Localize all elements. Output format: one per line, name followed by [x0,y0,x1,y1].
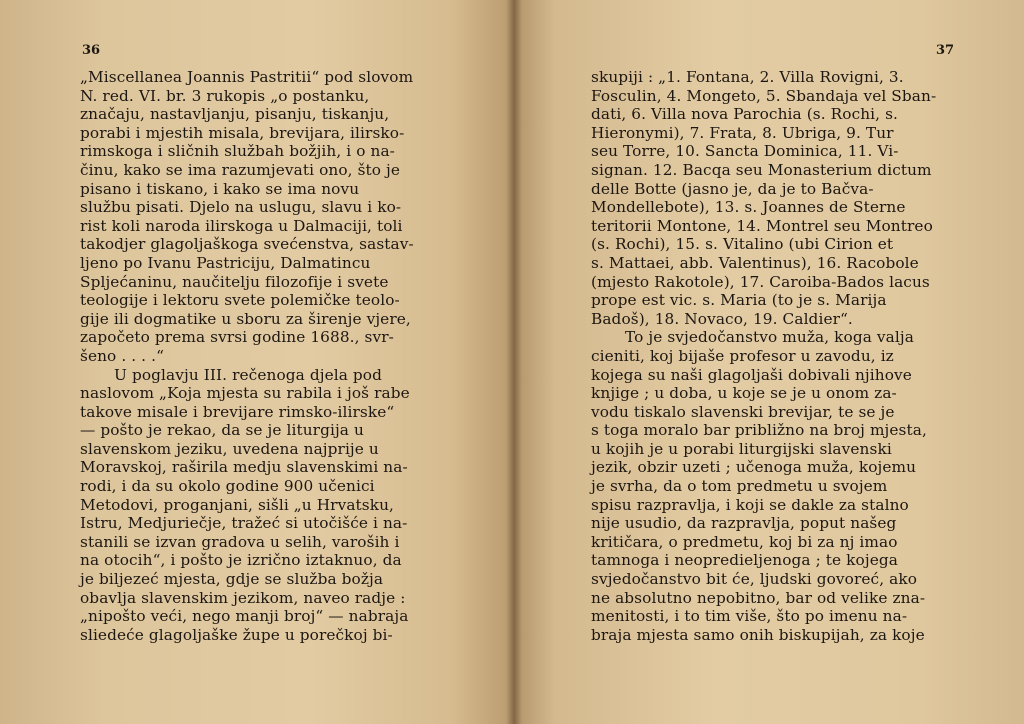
text-line: ne absolutno nepobitno, bar od velike zna- [591,588,926,607]
text-line: spisu razpravlja, i koji se dakle za stalno [591,495,909,514]
text-line: pisano i tiskano, i kako se ima novu [80,179,360,198]
text-line: činu, kako se ima razumjevati ono, što je [80,160,401,179]
text-line: u kojih je u porabi liturgijski slavenski [591,439,892,458]
page-number: 36 [82,43,101,58]
text-line: je svrha, da o tom predmetu u svojem [591,477,888,496]
text-line: značaju, nastavljanju, pisanju, tiskanju, [80,105,390,124]
text-line: nije usudio, da razpravlja, poput našeg [591,514,897,533]
text-line: Fosculin, 4. Mongeto, 5. Sbandaja vel Sban- [591,86,937,105]
text-line: Metodovi, proganjani, sišli „u Hrvatsku, [80,495,395,514]
text-line: sliedeće glagoljaške župe u porečkoj bi- [80,625,393,644]
text-line: delle Botte (jasno je, da je to Bačva- [591,179,874,198]
text-line: rodi, i da su okolo godine 900 učenici [80,477,375,496]
text-line: Spljećaninu, naučitelju filozofije i svete [80,272,389,291]
text-line: gije ili dogmatike u sboru za širenje vjere, [80,309,411,328]
text-line: (s. Rochi), 15. s. Vitalino (ubi Cirion et [591,235,894,254]
text-line: signan. 12. Bacqa seu Monasterium dictum [591,160,932,179]
text-line: obavlja slavenskim jezikom, naveo radje : [80,588,406,607]
book-gutter [506,0,522,724]
text-line: skupiji : „1. Fontana, 2. Villa Rovigni, 3. [591,68,904,86]
text-line: takove misale i brevijare rimsko-ilirske“ [80,402,395,421]
text-line: Hieronymi), 7. Frata, 8. Ubriga, 9. Tur [591,123,894,142]
text-line: vodu tiskalo slavenski brevijar, te se je [591,402,895,421]
text-line: seu Torre, 10. Sancta Dominica, 11. Vi- [591,142,899,161]
page-text [591,68,951,644]
text-line: takodjer glagoljaškoga svećenstva, sastav- [80,235,414,254]
page-number: 37 [936,43,955,58]
text-line: kritičara, o predmetu, koj bi za nj imao [591,532,898,551]
text-line: rimskoga i sličnih službah božjih, i o na- [80,142,395,161]
page-text [80,68,440,644]
text-line: rist koli naroda ilirskoga u Dalmaciji, toli [80,216,403,235]
text-line: s. Mattaei, abb. Valentinus), 16. Racobole [591,253,919,272]
text-line: cieniti, koj bijaše profesor u zavodu, iz [591,346,894,365]
text-line: na otocih“, i pošto je izrično iztaknuo, da [80,551,402,570]
text-line: službu pisati. Djelo na uslugu, slavu i ko- [80,198,402,217]
text-line: knjige ; u doba, u koje se je u onom za- [591,384,897,403]
text-line: „nipošto veći, nego manji broj“ — nabraja [80,607,409,626]
text-line: započeto prema svrsi godine 1688., svr- [80,328,394,347]
text-line: tamnoga i neopredieljenoga ; te kojega [591,551,898,570]
right-page [514,0,1024,724]
text-line: jezik, obzir uzeti ; učenoga muža, kojemu [591,458,917,477]
text-line: U poglavju III. rečenoga djela pod [114,365,382,384]
text-line: „Miscellanea Joannis Pastritii“ pod slovom [80,68,414,86]
text-line: naslovom „Koja mjesta su rabila i još rabe [80,384,410,403]
text-line: To je svjedočanstvo muža, koga valja [625,328,914,347]
text-line: braja mjesta samo onih biskupijah, za koje [591,625,925,644]
text-line: teritorii Montone, 14. Montrel seu Montreo [591,216,933,235]
text-line: teologije i lektoru svete polemičke teolo- [80,291,400,310]
text-line: kojega su naši glagoljaši dobivali njihove [591,365,912,384]
text-line: (mjesto Rakotole), 17. Caroiba-Bados lacus [591,272,930,291]
text-line: N. red. VI. br. 3 rukopis „o postanku, [80,86,370,105]
text-line: stanili se izvan gradova u selih, varoših i [80,532,400,551]
text-line: s toga moralo bar približno na broj mjesta, [591,421,927,440]
text-line: dati, 6. Villa nova Parochia (s. Rochi, s. [591,105,899,124]
text-line: šeno . . . .“ [80,346,164,365]
text-line: prope est vic. s. Maria (to je s. Marija [591,291,887,310]
text-line: menitosti, i to tim više, što po imenu na- [591,607,908,626]
text-line: Moravskoj, raširila medju slavenskimi na- [80,458,408,477]
text-line: slavenskom jeziku, uvedena najprije u [80,439,379,458]
text-line: svjedočanstvo bit će, ljudski govoreć, ako [591,570,918,589]
text-line: Istru, Medjuriečje, tražeć si utočišće i na- [80,514,408,533]
text-line: porabi i mjestih misala, brevijara, ilirsko- [80,123,405,142]
text-line: je biljezeć mjesta, gdje se služba božja [80,570,384,589]
text-line: — pošto je rekao, da se je liturgija u [80,421,364,440]
text-line: ljeno po Ivanu Pastriciju, Dalmatincu [80,253,371,272]
text-line: Badoš), 18. Novaco, 19. Caldier“. [591,309,853,328]
text-line: Mondellebote), 13. s. Joannes de Sterne [591,198,906,217]
